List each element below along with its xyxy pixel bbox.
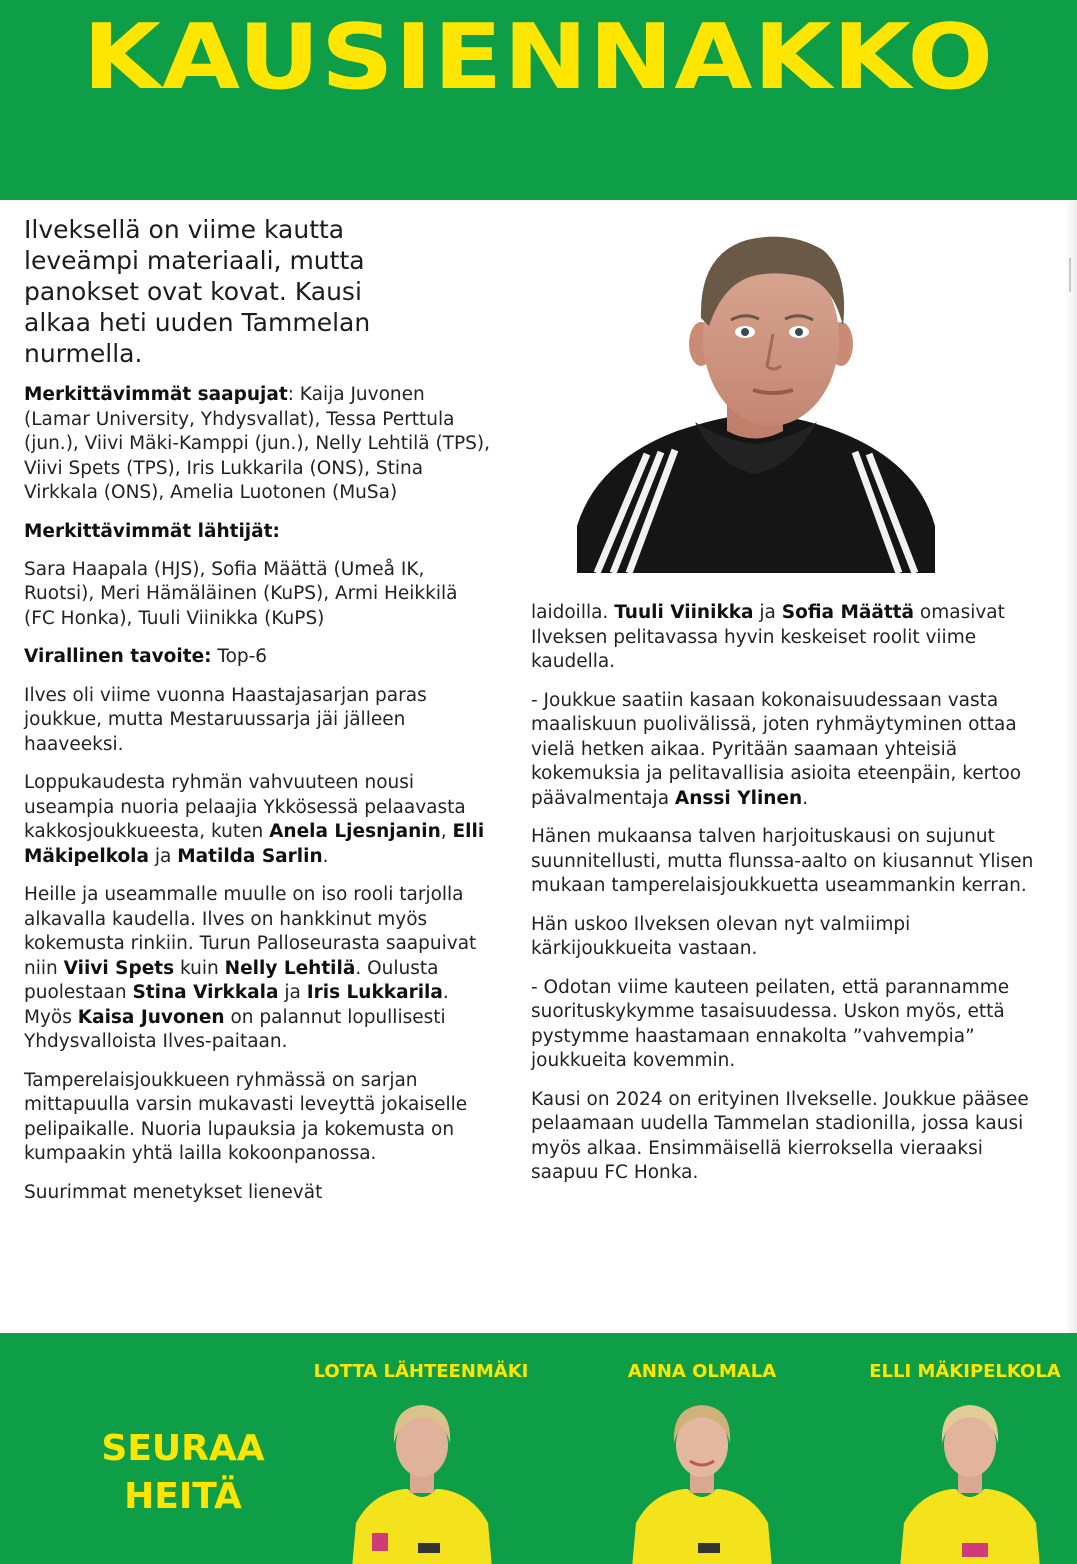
follow-players-banner bbox=[0, 1333, 1077, 1564]
page-title: KAUSIENNAKKO bbox=[82, 5, 995, 110]
departures-label: Merkittävimmät lähtijät: bbox=[24, 520, 280, 542]
p3-sep-2: . Oulusta puolestaan bbox=[24, 957, 439, 1003]
goal-label: Virallinen tavoite: bbox=[24, 646, 212, 667]
player-photo-1[interactable] bbox=[352, 1393, 492, 1564]
follow-heading bbox=[72, 1425, 294, 1521]
header-banner bbox=[0, 0, 1077, 200]
p3-sep-4: . Myös bbox=[24, 982, 449, 1028]
right-paragraph-2 bbox=[531, 689, 1051, 812]
player-name: Stina Virkkala bbox=[132, 982, 279, 1003]
paragraph-1: Ilves oli viime vuonna Haastajasarjan paras joukkue, mutta Mestaruussarja jäi jälleen haaveeksi. bbox=[24, 684, 427, 755]
player-name: Tuuli Viinikka bbox=[614, 602, 754, 623]
right-paragraph-1 bbox=[531, 601, 1051, 675]
departures-text: Sara Haapala (HJS), Sofia Määttä (Umeå IK, Ruotsi), Meri Hämäläinen (KuPS), Armi Heikkilä (FC Honka), Tuuli Viinikka (KuPS) bbox=[24, 558, 458, 629]
p3-sep-5: on palannut lopullisesti Yhdysvalloista Ilves-paitaan. bbox=[24, 1006, 446, 1052]
right-paragraph-4: Hän uskoo Ilveksen olevan nyt valmiimpi kärkijoukkueita vastaan. bbox=[531, 913, 911, 959]
paragraph-3 bbox=[24, 883, 492, 1055]
player-name-3[interactable]: ELLI MÄKIPELKOLA bbox=[869, 1361, 1061, 1382]
arrivals-label: Merkittävimmät saapujat bbox=[24, 384, 288, 405]
r1-text-a: laidoilla. bbox=[531, 602, 615, 623]
r2-sep-1: . bbox=[802, 787, 809, 809]
p2-sep-2: ja bbox=[149, 845, 178, 867]
player-name-1[interactable]: LOTTA LÄHTEENMÄKI bbox=[313, 1361, 529, 1382]
player-name: Anela Ljesnjanin bbox=[269, 821, 441, 842]
right-paragraph-6: Kausi on 2024 on erityinen Ilvekselle. Joukkue pääsee pelaamaan uudella Tammelan stadionilla, jossa kausi myös alkaa. Ensimmäisellä kierroksella vieraaksi saapuu FC Honka. bbox=[531, 1088, 1029, 1183]
arrivals-text: : Kaija Juvonen (Lamar University, Yhdysvallat), Tessa Perttula (jun.), Viivi Mäki-Kamppi (jun.), Nelly Lehtilä (TPS), Viivi Spets (TPS), Iris Lukkarila (ONS), Stina Virkkala (ONS), Amelia Luotonen (MuSa) bbox=[24, 384, 491, 503]
article-left-column bbox=[24, 214, 492, 1219]
coach-photo bbox=[577, 226, 935, 573]
p2-sep-3: . bbox=[322, 845, 329, 867]
player-photo-2[interactable] bbox=[632, 1393, 772, 1564]
p3-text-a: Heille ja useammalle muulle on iso rooli tarjolla alkavalla kaudella. Ilves on hankkinut myös kokemusta rinkiin. Turun Palloseurasta saapuivat niin bbox=[24, 884, 477, 979]
player-name: Nelly Lehtilä bbox=[224, 957, 356, 979]
player-name: Matilda Sarlin bbox=[177, 845, 323, 867]
player-photo-3[interactable] bbox=[900, 1393, 1040, 1564]
edge-shadow bbox=[1065, 200, 1077, 1335]
goal-paragraph bbox=[24, 645, 492, 670]
player-name: Sofia Määttä bbox=[781, 602, 915, 623]
scrollbar-thumb[interactable] bbox=[1069, 258, 1071, 292]
r1-sep-1: ja bbox=[753, 602, 782, 623]
arrivals-paragraph bbox=[24, 383, 492, 506]
player-name-2[interactable]: ANNA OLMALA bbox=[627, 1361, 777, 1382]
paragraph-4: Tamperelaisjoukkueen ryhmässä on sarjan mittapuulla varsin mukavasti leveyttä jokaiselle pelipaikalle. Nuoria lupauksia ja kokemusta on kumpaakin yhtä lailla kokoonpanossa. bbox=[24, 1069, 468, 1164]
paragraph-2 bbox=[24, 771, 492, 869]
p2-text-a: Loppukaudesta ryhmän vahvuuteen nousi useampia nuoria pelaajia Ykkösessä pelaavasta kakkosjoukkueesta, kuten bbox=[24, 772, 466, 842]
follow-line-1: SEURAA bbox=[101, 1428, 265, 1469]
article-right-column bbox=[531, 601, 1051, 1200]
player-name: Iris Lukkarila bbox=[306, 982, 443, 1003]
right-paragraph-5: - Odotan viime kauteen peilaten, että parannamme suorituskykymme tasaisuudessa. Uskon myös, että pystymme haastamaan ennakolta ”vahvempia” joukkueita kovemmin. bbox=[531, 976, 1010, 1071]
goal-value: Top-6 bbox=[211, 646, 268, 667]
r1-sep-2: omasivat Ilveksen pelitavassa hyvin keskeiset roolit viime kaudella. bbox=[531, 602, 1005, 672]
p3-sep-3: ja bbox=[278, 982, 307, 1003]
right-paragraph-3: Hänen mukaansa talven harjoituskausi on sujunut suunnitellusti, mutta flunssa-aalto on kiusannut Ylisen mukaan tamperelaisjoukkuetta useammankin kerran. bbox=[531, 826, 1034, 896]
player-name: Kaisa Juvonen bbox=[77, 1006, 225, 1028]
article-lead: Ilveksellä on viime kautta leveämpi materiaali, mutta panokset ovat kovat. Kausi alkaa heti uuden Tammelan nurmella. bbox=[24, 215, 371, 368]
r2-text-a: - Joukkue saatiin kasaan kokonaisuudessaan vasta maaliskuun puolivälissä, joten ryhmäytyminen ottaa vielä hetken aikaa. Pyritään saamaan yhteisiä kokemuksia ja pelitavallisia asioita eteenpäin, kertoo päävalmentaja bbox=[531, 689, 1022, 809]
paragraph-5: Suurimmat menetykset lienevät bbox=[24, 1181, 323, 1203]
player-name: Elli Mäkipelkola bbox=[24, 821, 485, 867]
p3-sep-1: kuin bbox=[174, 957, 225, 979]
follow-line-2: HEITÄ bbox=[124, 1476, 242, 1517]
coach-name: Anssi Ylinen bbox=[674, 787, 803, 809]
player-name: Viivi Spets bbox=[63, 957, 175, 979]
p2-sep-1: , bbox=[440, 821, 453, 842]
